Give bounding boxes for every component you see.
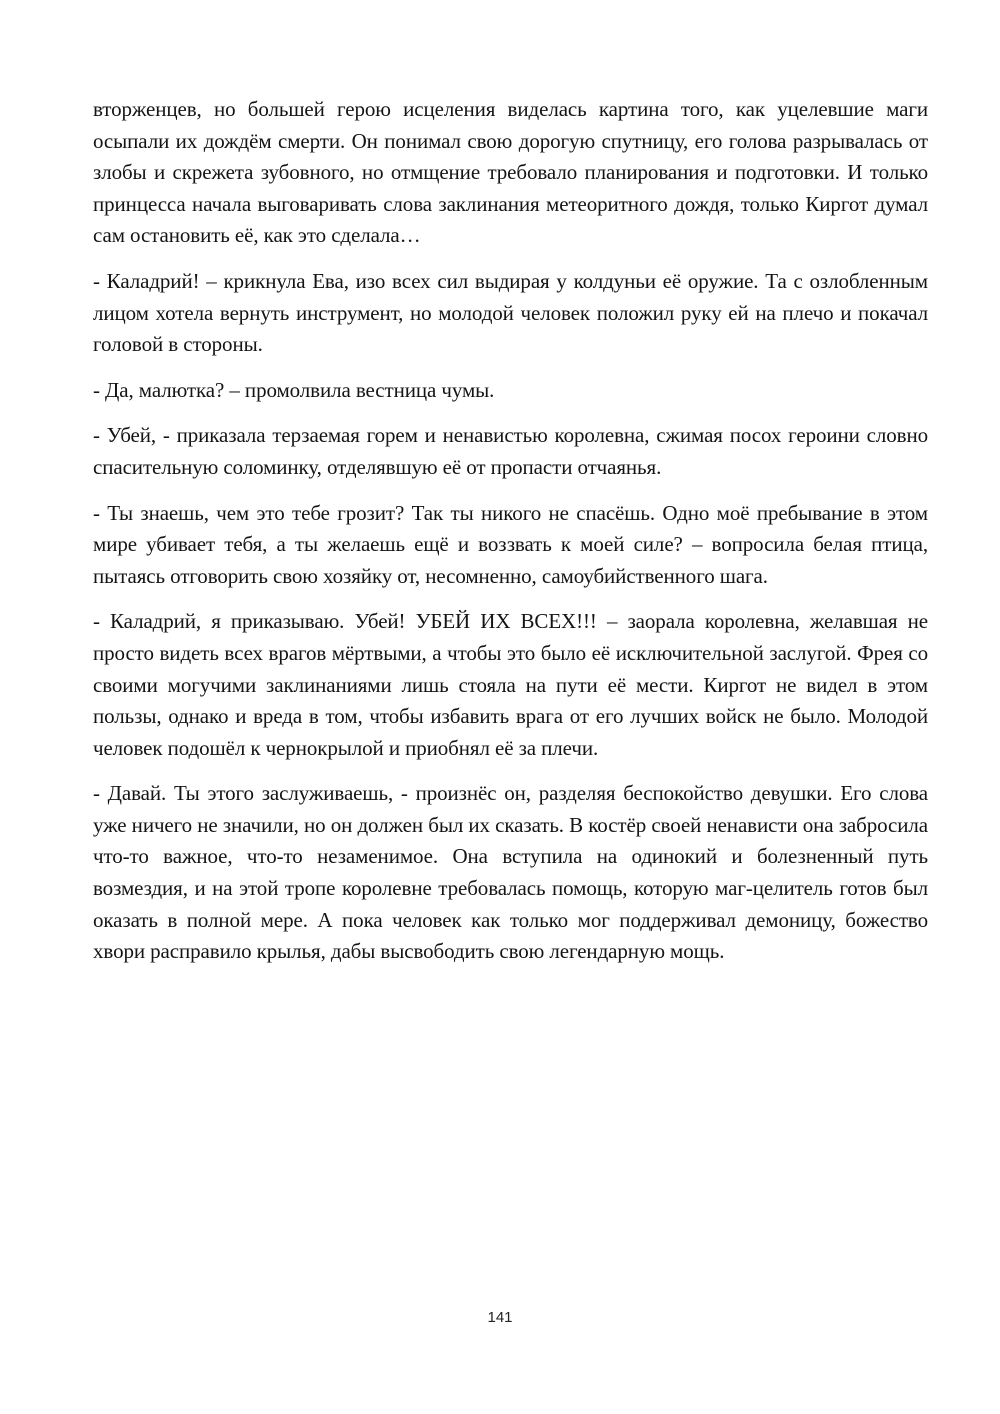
- page-number: 141: [487, 1309, 513, 1326]
- paragraph: - Да, малютка? – промолвила вестница чумы.: [93, 377, 495, 402]
- body-text: [93, 94, 928, 982]
- paragraph: - Ты знаешь, чем это тебе грозит? Так ты никого не спасёшь. Одно моё пребывание в этом мире убивает тебя, а ты желаешь ещё и воззвать к моей силе? – вопросила белая птица, пытаясь отговорить свою хозяйку от, несомненно, самоубийственного шага.: [93, 500, 928, 588]
- paragraph: - Убей, - приказала терзаемая горем и ненавистью королевна, сжимая посох героини словно спасительную соломинку, отделявшую её от пропасти отчаянья.: [93, 423, 928, 479]
- paragraph: - Давай. Ты этого заслуживаешь, - произнёс он, разделяя беспокойство девушки. Его слова уже ничего не значили, но он должен был их сказать. В костёр своей ненависти она забросила что-то важное, что-то незаменимое. Она вступила на одинокий и болезненный путь возмездия, и на этой тропе королевне требовалась помощь, которую маг-целитель готов был оказать в полной мере. А пока человек как только мог поддерживал демоницу, божество хвори расправило крылья, дабы высвободить свою легендарную мощь.: [93, 781, 928, 964]
- paragraph: - Каладрий, я приказываю. Убей! УБЕЙ ИХ ВСЕХ!!! – заорала королевна, желавшая не просто видеть всех врагов мёртвыми, а чтобы это было её исключительной заслугой. Фрея со своими могучими заклинаниями лишь стояла на пути её мести. Киргот не видел в этом пользы, однако и вреда в том, чтобы избавить врага от его лучших войск не было. Молодой человек подошёл к чернокрылой и приобнял её за плечи.: [93, 609, 928, 760]
- paragraph: - Каладрий! – крикнула Ева, изо всех сил выдирая у колдуньи её оружие. Та с озлобленным лицом хотела вернуть инструмент, но молодой человек положил руку ей на плечо и покачал головой в стороны.: [93, 268, 928, 357]
- paragraph: вторженцев, но большей герою исцеления виделась картина того, как уцелевшие маги осыпали их дождём смерти. Он понимал свою дорогую спутницу, его голова разрывалась от злобы и скрежета зубовного, но отмщение требовало планирования и подготовки. И только принцесса начала выговаривать слова заклинания метеоритного дождя, только Киргот думал сам остановить её, как это сделала…: [93, 97, 928, 248]
